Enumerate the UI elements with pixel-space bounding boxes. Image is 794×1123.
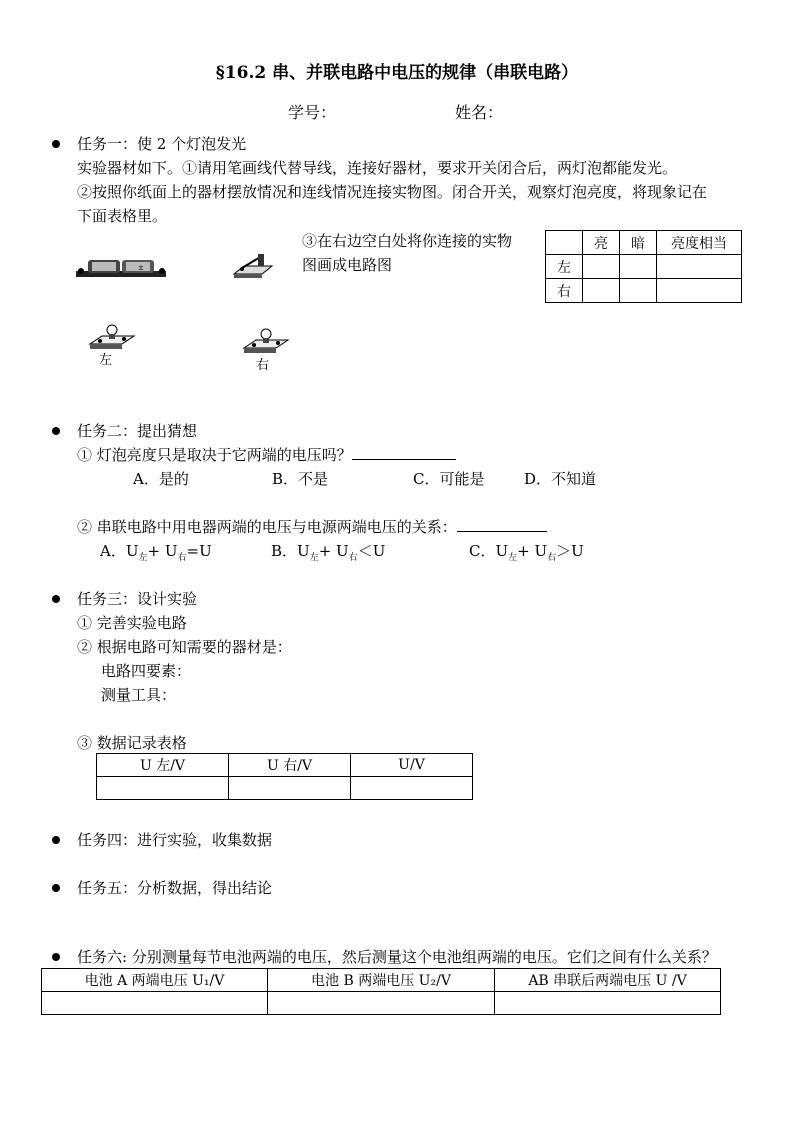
- table-header-cell: 暗: [620, 231, 657, 255]
- battery-voltage-table: [41, 968, 721, 1015]
- task5-heading: 任务五：分析数据，得出结论: [77, 879, 273, 897]
- table-cell[interactable]: [495, 992, 721, 1015]
- task3-item3: ③ 数据记录表格: [77, 734, 187, 752]
- task1-line2: ②按照你纸面上的器材摆放情况和连线情况连接实物图。闭合开关，观察灯泡亮度，将现象记在: [77, 183, 708, 201]
- task4-heading: 任务四：进行实验，收集数据: [77, 831, 273, 849]
- bulb-right-label: 右: [256, 358, 270, 373]
- table-cell[interactable]: [583, 279, 620, 303]
- task3-item2: ② 根据电路可知需要的器材是：: [77, 638, 292, 656]
- table-cell[interactable]: [351, 777, 473, 800]
- task3-heading: 任务三：设计实验: [77, 590, 198, 608]
- brightness-table: [545, 230, 742, 303]
- table-row-label: 右: [546, 279, 583, 303]
- relation-option-c: C．$U_左+ U_右>U$: [469, 542, 584, 563]
- task3-item1: ① 完善实验电路: [77, 614, 187, 632]
- table-header-cell: 电池 B 两端电压 U₂/V: [268, 969, 495, 992]
- table-cell[interactable]: [583, 255, 620, 279]
- table-header-cell: U 右/V: [229, 754, 351, 777]
- table-cell[interactable]: [42, 992, 268, 1015]
- table-header-cell: U 左/V: [97, 754, 229, 777]
- relation-option-a: A．$U_左+ U_右=U$: [100, 542, 212, 563]
- bulb-left-label: 左: [99, 353, 113, 368]
- task1-note-line2: 图画成电路图: [302, 256, 393, 274]
- bulb-left-icon: [88, 322, 136, 352]
- student-id-label: 学号：: [288, 103, 337, 122]
- task3-item2b: 测量工具：: [101, 686, 177, 704]
- task6-heading: 任务六: 分别测量每节电池两端的电压，然后测量这个电池组两端的电压。它们之间有什么关系？: [77, 948, 717, 966]
- task2-q2: [77, 516, 547, 537]
- voltage-table: [96, 753, 473, 800]
- bullet: [52, 836, 60, 844]
- option-b: B．不是: [272, 470, 329, 488]
- table-header-cell: U/V: [351, 754, 473, 777]
- table-header-cell: AB 串联后两端电压 U /V: [495, 969, 721, 992]
- task1-line3: 下面表格里。: [77, 207, 168, 225]
- page-title: §16.2 串、并联电路中电压的规律（串联电路）: [215, 63, 579, 83]
- task1-heading: 任务一：使 2 个灯泡发光: [77, 135, 247, 153]
- table-cell[interactable]: [97, 777, 229, 800]
- table-cell[interactable]: [657, 279, 742, 303]
- task1-note-line1: ③在右边空白处将你连接的实物: [302, 232, 513, 250]
- switch-icon: [232, 252, 274, 282]
- table-cell[interactable]: [657, 255, 742, 279]
- table-cell[interactable]: [620, 255, 657, 279]
- table-header-cell: 亮: [583, 231, 620, 255]
- bullet: [52, 884, 60, 892]
- table-header-cell: 电池 A 两端电压 U₁/V: [42, 969, 268, 992]
- task3-item2a: 电路四要素：: [101, 662, 192, 680]
- task1-line1: 实验器材如下。①请用笔画线代替导线，连接好器材，要求开关闭合后，两灯泡都能发光。: [77, 159, 678, 177]
- bullet: [52, 595, 60, 603]
- task2-q1: [77, 444, 456, 465]
- answer-blank[interactable]: [352, 445, 456, 460]
- answer-blank[interactable]: [457, 517, 547, 532]
- bulb-right-icon: [242, 326, 290, 356]
- table-cell[interactable]: [268, 992, 495, 1015]
- table-header-cell: [546, 231, 583, 255]
- option-c: C．可能是: [413, 470, 485, 488]
- svg-text:±: ±: [138, 264, 144, 272]
- table-cell[interactable]: [229, 777, 351, 800]
- table-row-label: 左: [546, 255, 583, 279]
- name-label: 姓名：: [455, 103, 504, 122]
- option-d: D．不知道: [524, 470, 597, 488]
- bullet: [52, 427, 60, 435]
- relation-option-b: B．$U_左+ U_右<U$: [271, 542, 386, 563]
- table-header-cell: 亮度相当: [657, 231, 742, 255]
- task2-q2-text: ② 串联电路中用电器两端的电压与电源两端电压的关系：: [77, 518, 457, 536]
- battery-pack-icon: [76, 258, 168, 282]
- option-a: A．是的: [133, 470, 189, 488]
- task2-q1-text: ① 灯泡亮度只是取决于它两端的电压吗？: [77, 446, 352, 464]
- table-cell[interactable]: [620, 279, 657, 303]
- task2-heading: 任务二：提出猜想: [77, 422, 198, 440]
- bullet: [52, 140, 60, 148]
- bullet: [52, 953, 60, 961]
